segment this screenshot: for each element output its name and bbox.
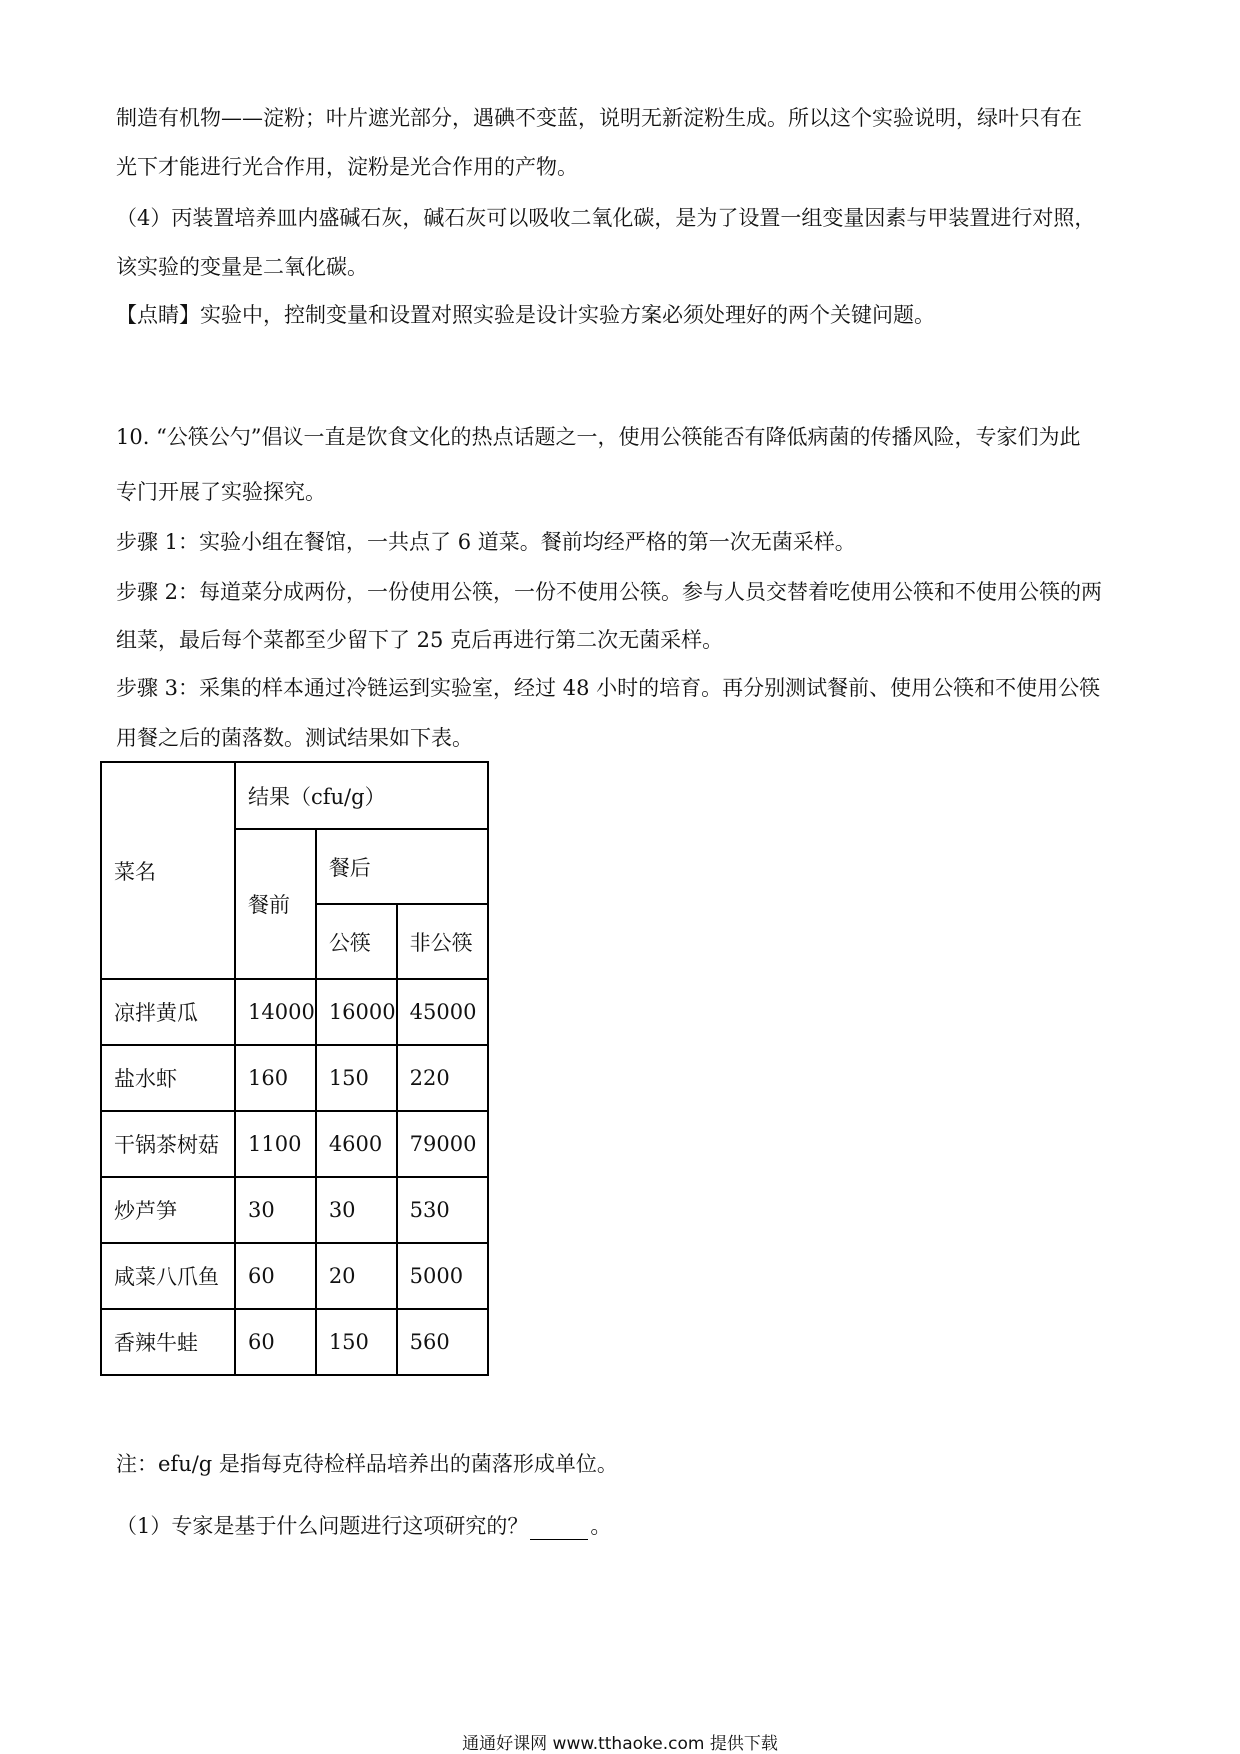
step-3-line-2: 用餐之后的菌落数。测试结果如下表。 — [116, 726, 473, 750]
analysis-line-4: 该实验的变量是二氧化碳。 — [116, 255, 368, 279]
header-non-public-chopsticks: 非公筷 — [397, 904, 488, 979]
step-3-line-1: 步骤 3：采集的样本通过冷链运到实验室，经过 48 小时的培育。再分别测试餐前、使用公筷和不使用公筷 — [116, 676, 1101, 700]
before-value: 60 — [235, 1243, 316, 1309]
table-row — [101, 1309, 488, 1375]
public-value: 16000 — [316, 979, 397, 1045]
table-row — [101, 1243, 488, 1309]
dish-name: 香辣牛蛙 — [101, 1309, 235, 1375]
before-value: 1100 — [235, 1111, 316, 1177]
step-1: 步骤 1：实验小组在餐馆，一共点了 6 道菜。餐前均经严格的第一次无菌采样。 — [116, 530, 856, 554]
step-2-line-1: 步骤 2：每道菜分成两份，一份使用公筷，一份不使用公筷。参与人员交替着吃使用公筷和不使用公筷的两 — [116, 580, 1103, 604]
dish-name: 盐水虾 — [101, 1045, 235, 1111]
dish-name: 干锅茶树菇 — [101, 1111, 235, 1177]
question-10-stem-line-1: 10. “公筷公勺”倡议一直是饮食文化的热点话题之一，使用公筷能否有降低病菌的传播风险，专家们为此 — [116, 425, 1081, 449]
table-row — [101, 1177, 488, 1243]
analysis-line-2: 光下才能进行光合作用，淀粉是光合作用的产物。 — [116, 155, 578, 179]
table-row — [101, 979, 488, 1045]
before-value: 60 — [235, 1309, 316, 1375]
page-footer: 通通好课网 www.tthaoke.com 提供下载 — [462, 1734, 778, 1754]
dish-name: 咸菜八爪鱼 — [101, 1243, 235, 1309]
header-result: 结果（cfu/g） — [235, 762, 488, 829]
header-after-meal: 餐后 — [316, 829, 488, 904]
nonpublic-value: 45000 — [397, 979, 488, 1045]
table-note: 注：efu/g 是指每克待检样品培养出的菌落形成单位。 — [116, 1452, 618, 1476]
results-table — [100, 761, 489, 1376]
header-before-meal: 餐前 — [235, 829, 316, 979]
public-value: 150 — [316, 1309, 397, 1375]
analysis-line-5: 【点睛】实验中，控制变量和设置对照实验是设计实验方案必须处理好的两个关键问题。 — [116, 303, 935, 327]
table-row — [101, 1111, 488, 1177]
before-value: 14000 — [235, 979, 316, 1045]
nonpublic-value: 5000 — [397, 1243, 488, 1309]
public-value: 150 — [316, 1045, 397, 1111]
sub-question-1-text: （1）专家是基于什么问题进行这项研究的？ — [116, 1514, 529, 1538]
question-10-stem-line-2: 专门开展了实验探究。 — [116, 480, 326, 504]
table-row — [101, 1045, 488, 1111]
nonpublic-value: 79000 — [397, 1111, 488, 1177]
header-public-chopsticks: 公筷 — [316, 904, 397, 979]
answer-blank[interactable] — [530, 1517, 588, 1540]
header-dish: 菜名 — [101, 762, 235, 979]
dish-name: 炒芦笋 — [101, 1177, 235, 1243]
nonpublic-value: 560 — [397, 1309, 488, 1375]
analysis-line-3: （4）丙装置培养皿内盛碱石灰，碱石灰可以吸收二氧化碳，是为了设置一组变量因素与甲装置进行对照， — [116, 206, 1096, 230]
nonpublic-value: 220 — [397, 1045, 488, 1111]
public-value: 4600 — [316, 1111, 397, 1177]
nonpublic-value: 530 — [397, 1177, 488, 1243]
before-value: 160 — [235, 1045, 316, 1111]
dish-name: 凉拌黄瓜 — [101, 979, 235, 1045]
public-value: 30 — [316, 1177, 397, 1243]
before-value: 30 — [235, 1177, 316, 1243]
step-2-line-2: 组菜，最后每个菜都至少留下了 25 克后再进行第二次无菌采样。 — [116, 628, 724, 652]
sub-question-1-end: 。 — [590, 1514, 612, 1538]
sub-question-1 — [116, 1512, 611, 1540]
analysis-line-1: 制造有机物——淀粉；叶片遮光部分，遇碘不变蓝，说明无新淀粉生成。所以这个实验说明，绿叶只有在 — [116, 106, 1082, 130]
public-value: 20 — [316, 1243, 397, 1309]
